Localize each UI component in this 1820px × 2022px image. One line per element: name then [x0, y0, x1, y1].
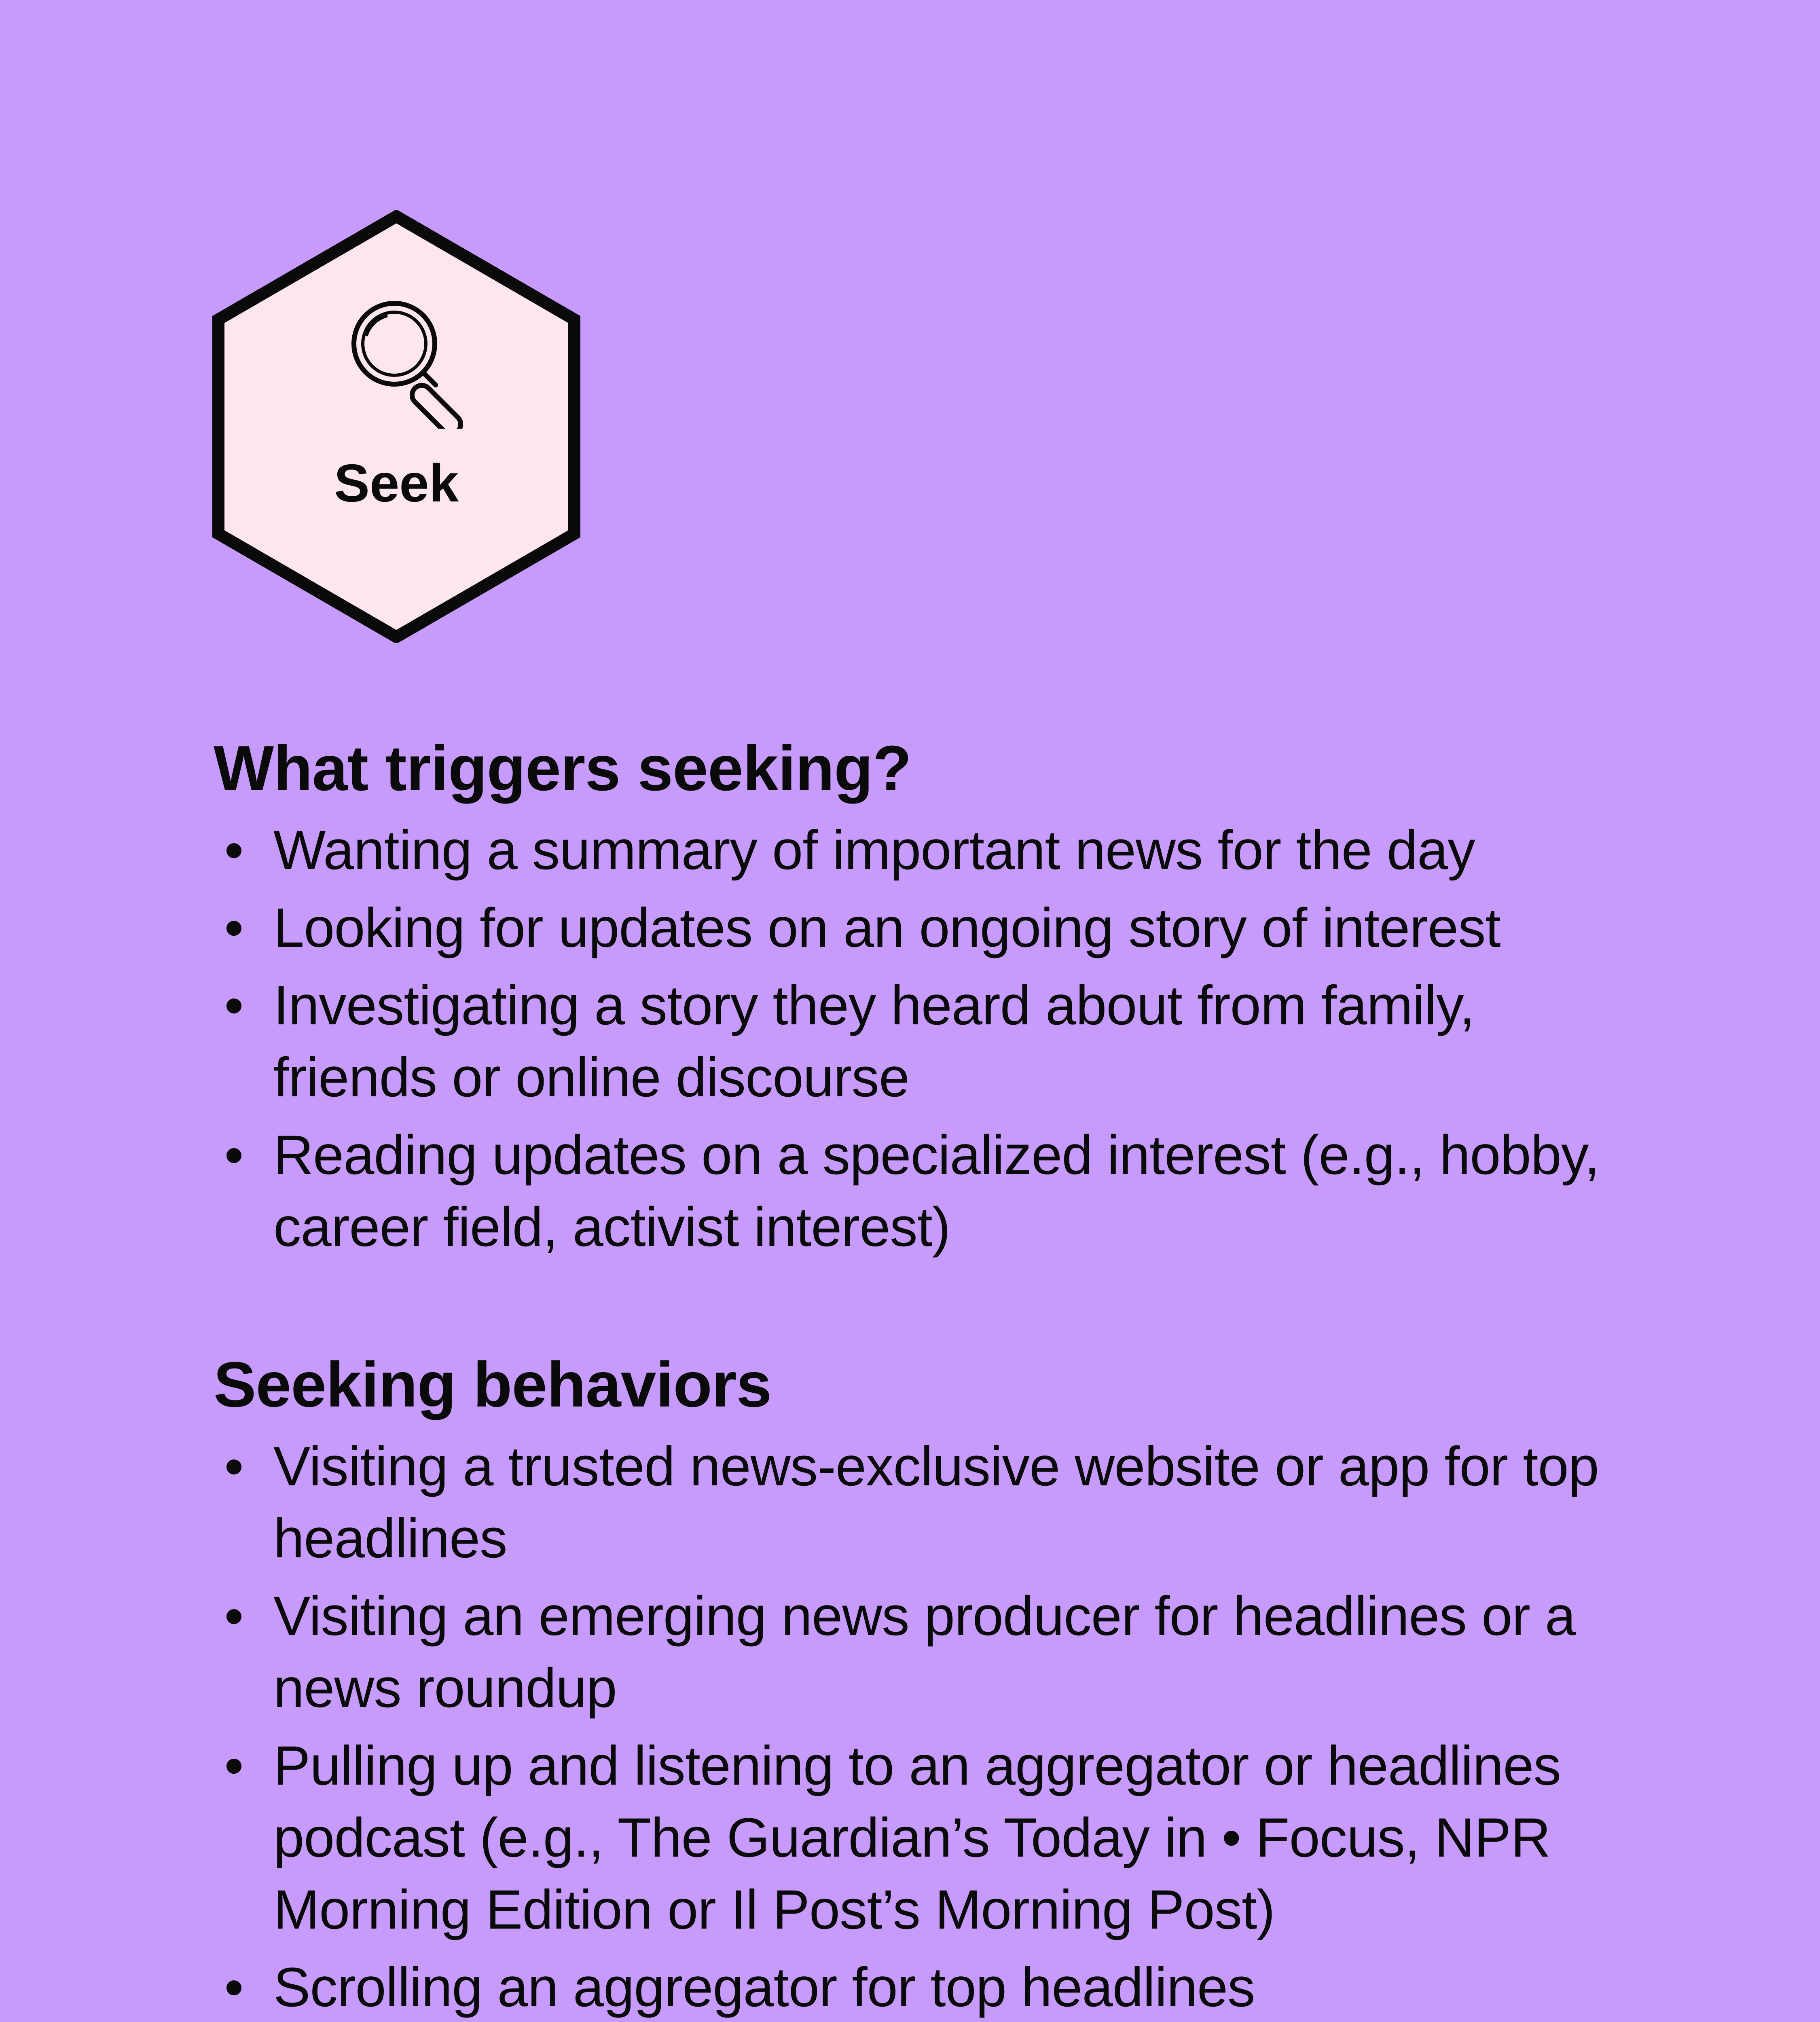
bullet-dot: • [224, 819, 243, 881]
list-item [214, 1119, 1637, 1263]
list-item [214, 814, 1637, 886]
list-item [214, 892, 1637, 964]
list-item-text: Visiting a trusted news-exclusive website or app for top headlines [273, 1436, 1599, 1569]
section-title-behaviors: Seeking behaviors [214, 1349, 772, 1420]
bullet-dot: • [224, 975, 243, 1036]
list-item [214, 1580, 1637, 1724]
section-title-triggers: What triggers seeking? [214, 733, 912, 804]
bullet-dot: • [224, 897, 243, 959]
list-item-text: Reading updates on a specialized interest (e.g., hobby, career field, activist interest) [273, 1124, 1600, 1258]
list-item-text: Visiting an emerging news producer for headlines or a news roundup [273, 1585, 1576, 1719]
list-item-text: Wanting a summary of important news for the day [273, 819, 1475, 881]
bullet-dot: • [224, 1735, 243, 1797]
list-item [214, 970, 1637, 1114]
list-item-text: Looking for updates on an ongoing story of interest [273, 897, 1500, 959]
triggers-list [214, 814, 1637, 1263]
list-item [214, 1431, 1637, 1575]
bullet-dot: • [224, 1956, 243, 2018]
list-item-text: Scrolling an aggregator for top headlines [273, 1956, 1255, 2018]
bullet-dot: • [224, 1585, 243, 1647]
bullet-dot: • [224, 1124, 243, 1186]
section-spacer [214, 1263, 1637, 1344]
list-item-text: Investigating a story they heard about from family, friends or online discourse [273, 975, 1475, 1108]
list-item [214, 1730, 1637, 1946]
behaviors-list [214, 1431, 1637, 2022]
list-item [214, 1952, 1637, 2022]
badge-label: Seek [334, 453, 459, 513]
magnifying-glass-icon [346, 299, 479, 429]
bullet-dot: • [224, 1436, 243, 1497]
main-content [214, 728, 1637, 2022]
list-item-text: Pulling up and listening to an aggregator or headlines podcast (e.g., The Guardian’s Today in • Focus, NPR Morning Edition or Il Post’s Morning Post) [273, 1735, 1561, 1941]
